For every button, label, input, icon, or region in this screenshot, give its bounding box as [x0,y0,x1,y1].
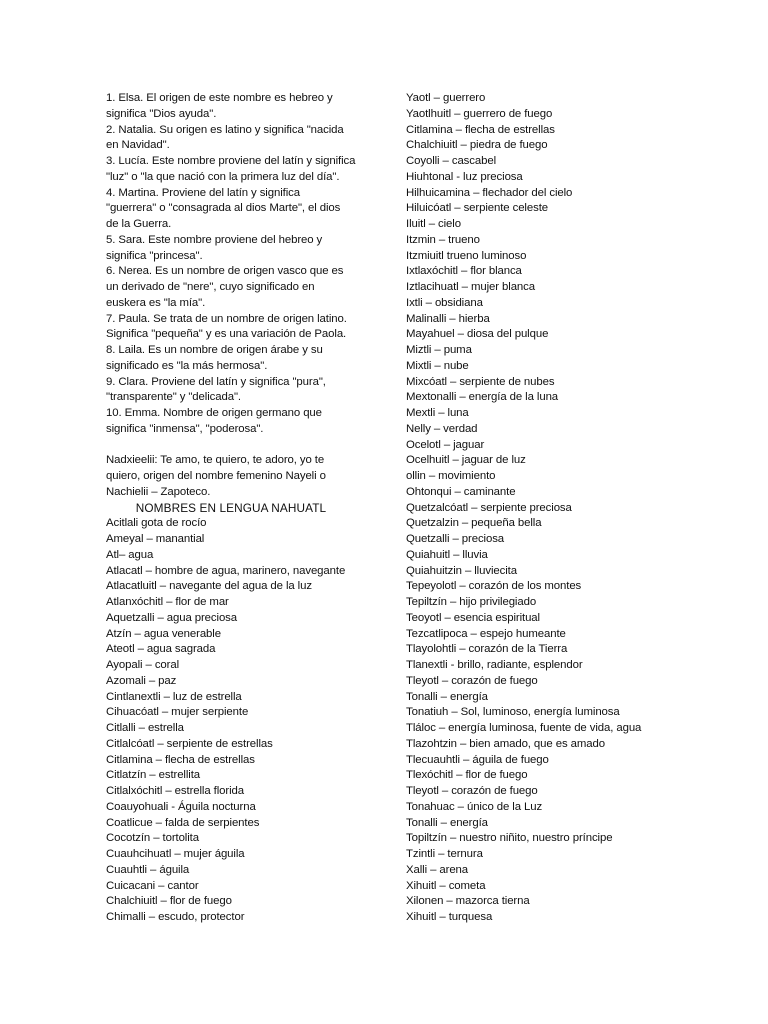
text-line: significa "princesa". [106,249,203,262]
left-column [106,91,368,926]
name-entry: Xilonen – mazorca tierna [406,895,530,908]
name-entry: Mixtli – nube [406,359,469,372]
name-entry: Tepiltzín – hijo privilegiado [406,596,537,608]
name-entry: Cintlanextli – luz de estrella [106,690,242,703]
section-heading: NOMBRES EN LENGUA NAHUATL [135,500,327,515]
name-entry: Quiahuitl – lluvia [406,548,488,561]
name-entry: Mextli – luna [406,407,469,419]
name-entry: Cuauhcihuatl – mujer águila [106,848,245,860]
text-line: de la Guerra. [106,218,172,230]
name-entry: Xihuitl – turquesa [406,911,493,923]
name-entry: Tezcatlipoca – espejo humeante [406,627,566,640]
name-entry: Quetzalli – preciosa [406,533,505,545]
name-entry: Ocelhuitl – jaguar de luz [406,454,526,467]
text-line: 1. Elsa. El origen de este nombre es hebreo y [106,92,333,104]
name-entry: Tlayolohtli – corazón de la Tierra [406,643,568,656]
name-entry: Iztlacihuatl – mujer blanca [406,281,535,293]
name-entry: Citlalxóchitl – estrella florida [106,785,244,797]
text-line: 9. Clara. Proviene del latín y significa "pura", [106,375,326,388]
name-entry: Tonalli – energía [406,690,488,703]
name-entry: Atlacatluitl – navegante del agua de la luz [106,580,312,593]
right-column [406,91,668,926]
text-line: "luz" o "la que nació con la primera luz del día". [106,170,340,183]
name-entry: Ohtonqui – caminante [406,485,516,498]
name-entry: Mixcóatl – serpiente de nubes [406,375,555,388]
name-entry: Hiuhtonal - luz preciosa [406,170,523,183]
name-entry: Chimalli – escudo, protector [106,911,245,923]
name-entry: Iluitl – cielo [406,218,461,230]
name-entry: Xihuitl – cometa [406,879,486,892]
name-entry: Ameyal – manantial [106,533,205,545]
name-entry: Itzmiuitl trueno luminoso [406,249,527,262]
name-entry: Mextonalli – energía de la luna [406,391,559,404]
name-entry: Teoyotl – esencia espiritual [406,611,540,624]
name-entry: Tonatiuh – Sol, luminoso, energía luminosa [406,706,620,719]
name-entry: ollin – movimiento [406,470,496,482]
text-line: 3. Lucía. Este nombre proviene del latín y significa [106,155,356,167]
text-line: "guerrera" o "consagrada al dios Marte", el dios [106,202,341,215]
name-entry: Tlexóchitl – flor de fuego [406,769,528,782]
name-entry: Coauyohuali - Águila nocturna [106,800,256,813]
name-entry: Topiltzín – nuestro niñito, nuestro príncipe [406,832,613,845]
name-entry: Tepeyolotl – corazón de los montes [406,580,582,593]
text-line: 4. Martina. Proviene del latín y significa [106,186,300,199]
female-names-list [106,91,368,438]
paragraph-gap [106,438,368,454]
name-entry: Malinalli – hierba [406,312,490,325]
name-entry: Citlalli – estrella [106,722,184,734]
text-line: significa "inmensa", "poderosa". [106,422,264,435]
text-line: en Navidad". [106,139,170,152]
nahuatl-names-list-left [106,516,368,926]
name-entry: Cihuacóatl – mujer serpiente [106,706,249,719]
name-entry: Citlamina – flecha de estrellas [106,753,255,766]
text-line: Significa "pequeña" y es una variación de Paola. [106,328,347,341]
text-line: euskera es "la mía". [106,296,206,309]
name-entry: Quetzalzin – pequeña bella [406,517,542,530]
name-entry: Aquetzalli – agua preciosa [106,611,238,624]
name-entry: Citlalcóatl – serpiente de estrellas [106,737,273,750]
name-entry: Tonahuac – único de la Luz [406,800,543,813]
name-entry: Chalchiuitl – piedra de fuego [406,139,548,152]
name-entry: Mayahuel – diosa del pulque [406,328,549,341]
name-entry: Yaotlhuitl – guerrero de fuego [406,107,553,120]
name-entry: Atlanxóchitl – flor de mar [106,596,229,608]
name-entry: Citlamina – flecha de estrellas [406,123,555,136]
text-line: 2. Natalia. Su origen es latino y significa "nacida [106,123,344,136]
name-entry: Ayopali – coral [106,659,180,671]
text-line: 5. Sara. Este nombre proviene del hebreo y [106,233,323,246]
name-entry: Ateotl – agua sagrada [106,643,216,656]
name-entry: Ixtlaxóchitl – flor blanca [406,265,522,278]
name-entry: Cuauhtli – águila [106,863,190,876]
name-entry: Atlacatl – hombre de agua, marinero, navegante [106,564,346,577]
name-entry: Atzín – agua venerable [106,627,221,640]
name-entry: Quetzalcóatl – serpiente preciosa [406,501,572,514]
name-entry: Atl– agua [106,548,154,561]
text-line: significado es "la más hermosa". [106,359,268,372]
text-line: Nadxieelii: Te amo, te quiero, te adoro, yo te [106,454,325,467]
name-entry: Acitlali gota de rocío [106,517,207,530]
name-entry: Cuicacani – cantor [106,879,199,892]
name-entry: Coyolli – cascabel [406,155,497,167]
name-entry: Tláloc – energía luminosa, fuente de vida, agua [406,722,642,734]
text-line: un derivado de "nere", cuyo significado en [106,281,315,293]
name-entry: Nelly – verdad [406,422,478,435]
name-entry: Hilhuicamina – flechador del cielo [406,186,573,199]
name-entry: Ocelotl – jaguar [406,438,485,451]
text-line: 10. Emma. Nombre de origen germano que [106,407,322,419]
text-line: 6. Nerea. Es un nombre de origen vasco que es [106,265,344,278]
name-entry: Tleyotl – corazón de fuego [406,785,538,797]
name-entry: Itzmin – trueno [406,233,480,246]
text-line: "transparente" y "delicada". [106,391,241,404]
name-entry: Ixtli – obsidiana [406,296,483,309]
text-line: 7. Paula. Se trata de un nombre de origen latino. [106,312,347,325]
name-entry: Tzintli – ternura [406,848,483,860]
name-entry: Azomali – paz [106,674,177,687]
name-entry: Cocotzín – tortolita [106,832,199,845]
name-entry: Tlazohtzin – bien amado, que es amado [406,737,605,750]
nahuatl-names-list-right [406,91,668,926]
name-entry: Chalchiuitl – flor de fuego [106,895,232,908]
nadxieelii-paragraph [106,453,368,500]
name-entry: Tonalli – energía [406,816,488,829]
name-entry: Miztli – puma [406,344,472,356]
name-entry: Tlanextli - brillo, radiante, esplendor [406,659,583,671]
name-entry: Quiahuitzin – lluviecita [406,564,517,577]
name-entry: Citlatzín – estrellita [106,769,201,782]
text-line: Nachielii – Zapoteco. [106,485,211,498]
name-entry: Hiluicóatl – serpiente celeste [406,202,548,215]
name-entry: Xalli – arena [406,863,469,876]
name-entry: Coatlicue – falda de serpientes [106,816,260,829]
text-line: quiero, origen del nombre femenino Nayeli o [106,470,326,482]
text-line: 8. Laila. Es un nombre de origen árabe y su [106,344,323,356]
name-entry: Tlecuauhtli – águila de fuego [406,753,549,766]
text-line: significa "Dios ayuda". [106,107,217,120]
name-entry: Tleyotl – corazón de fuego [406,674,538,687]
name-entry: Yaotl – guerrero [406,92,486,104]
